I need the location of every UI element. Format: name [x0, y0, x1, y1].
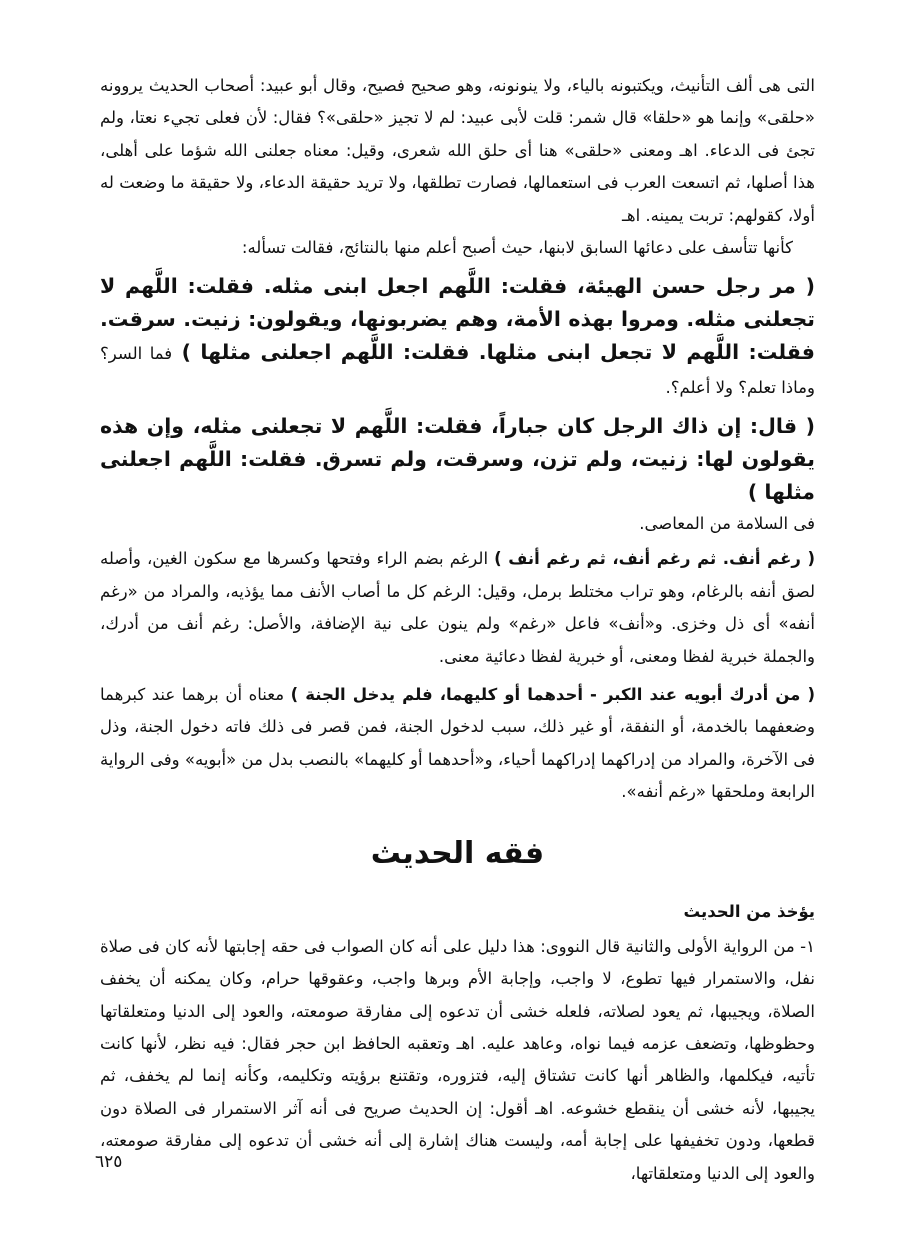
hadith-quote-2: ( قال: إن ذاك الرجل كان جباراً، فقلت: اللَّهم لا تجعلنى مثله، وإن هذه يقولون لها: زنيت، ولم تزن، وسرقت، ولم تسرق. فقلت: اللَّهم اجعلنى مثلها ) — [100, 414, 815, 505]
section-heading: فقه الحديث — [370, 835, 545, 871]
hadith-quote-2-comment: فى السلامة من المعاصى. — [639, 514, 815, 534]
hadith-quote-1-text: ( مر رجل حسن الهيئة، فقلت: اللَّهم اجعل ابنى مثله. فقلت: اللَّهم لا تجعلنى مثله. ومروا بهذه الأمة، وهم يضربونها، ويقولون: زنيت. سرقت. فقلت: اللَّهم لا تجعل ابنى مثلها. فقلت: اللَّهم اجعلنى مثلها ) — [100, 274, 815, 365]
list-item-1: ١- من الرواية الأولى والثانية قال النووى: هذا دليل على أنه كان الصواب فى حقه إجابتها لأنه كان فى صلاة نفل، والاستمرار فيها تطوع، لا واجب، وإجابة الأم وبرها واجب، وعقوقها حرام، وكان يمكنه أن يخفف الصلاة، ويجيبها، ثم يعود لصلاته، فلعله خشى أن تدعوه إلى مفارقة صومعته، والعود إلى الدنيا ومتعلقاتها وحظوظها، وتضعف عزمه فيما نواه، وعاهد عليه. اهـ وتعقبه الحافظ ابن حجر فقال: فيه نظر، لأنها كانت تأتيه، فيكلمها، والظاهر أنها كانت تشتاق إليه، فتزوره، وتقتنع برؤيته وتكليمه، وكأنه إنما لم يخفف، ثم يجيبها، لأنه خشى أن ينقطع خشوعه. اهـ أقول: إن الحديث صريح فى أنه آثر الاستمرار فى الصلاة دون قطعها، ودون تخفيفها على إجابة أمه، وليست هناك إشارة إلى أنه خشى أن تدعوه إلى مفارقة صومعته، والعود إلى الدنيا ومتعلقاتها، — [100, 936, 815, 1183]
document-page — [100, 70, 815, 1190]
section-intro: يؤخذ من الحديث — [683, 901, 815, 921]
explanation-4-text: معناه أن برهما عند كبرهما وضعفهما بالخدمة، أو النفقة، أو غير ذلك، سبب لدخول الجنة، فمن قصر فى ذلك فاته دخول الجنة، وذل فى الآخرة، والمراد من إدراكهما إدراكهما أحياء، و«أحدهما أو كليهما» بالنصب بدل من «أبويه» وفى الرواية الرابعة وملحقها «رغم أنفه». — [100, 685, 815, 802]
paragraph-2: كأنها تتأسف على دعائها السابق لابنها، حيث أصبح أعلم منها بالنتائج، فقالت تسأله: — [241, 238, 793, 258]
paragraph-1: التى هى ألف التأنيث، ويكتبونه بالياء، ولا ينونونه، وهو صحيح فصيح، وقال أبو عبيد: أصحاب الحديث يروونه «حلقى» وإنما هو «حلقا» قال شمر: قلت لأبى عبيد: لم لا تجيز «حلقى»؟ فقال: لأن فعلى تجيء نعتا، ولم تجئ فى الدعاء. اهـ ومعنى «حلقى» هنا أى حلق الله شعرى، وقيل: معناه جعلنى الله شؤما على أهلى، هذا أصلها، ثم اتسعت العرب فى استعمالها، فصارت تطلقها، ولا تريد حقيقة الدعاء، ولا حقيقة ما وضعت له أولا، كقولهم: تربت يمينه. اهـ — [100, 76, 815, 225]
hadith-quote-1-tail: فما السر؟ وماذا تعلم؟ ولا أعلم؟. — [100, 344, 815, 398]
hadith-quote-1 — [100, 270, 815, 404]
page-number: ٦٢٥ — [95, 1152, 123, 1172]
explanation-4-quote: ( من أدرك أبويه عند الكبر - أحدهما أو كليهما، فلم يدخل الجنة ) — [290, 685, 815, 705]
explanation-3-quote: ( رغم أنف. ثم رغم أنف، ثم رغم أنف ) — [494, 549, 816, 569]
explanation-4 — [100, 679, 815, 809]
explanation-3 — [100, 543, 815, 673]
explanation-3-text: الرغم بضم الراء وفتحها وكسرها مع سكون الغين، وأصله لصق أنفه بالرغام، وهو تراب مختلط برمل، وقيل: الرغم كل ما أصاب الأنف مما يؤذيه، والمراد من «رغم أنفه» أى ذل وخزى. و«أنف» فاعل «رغم» ولم ينون على نية الإضافة، والأصل: رغم أنف من أدرك، والجملة خبرية لفظا ومعنى، أو خبرية لفظا دعائية معنى. — [100, 549, 815, 666]
